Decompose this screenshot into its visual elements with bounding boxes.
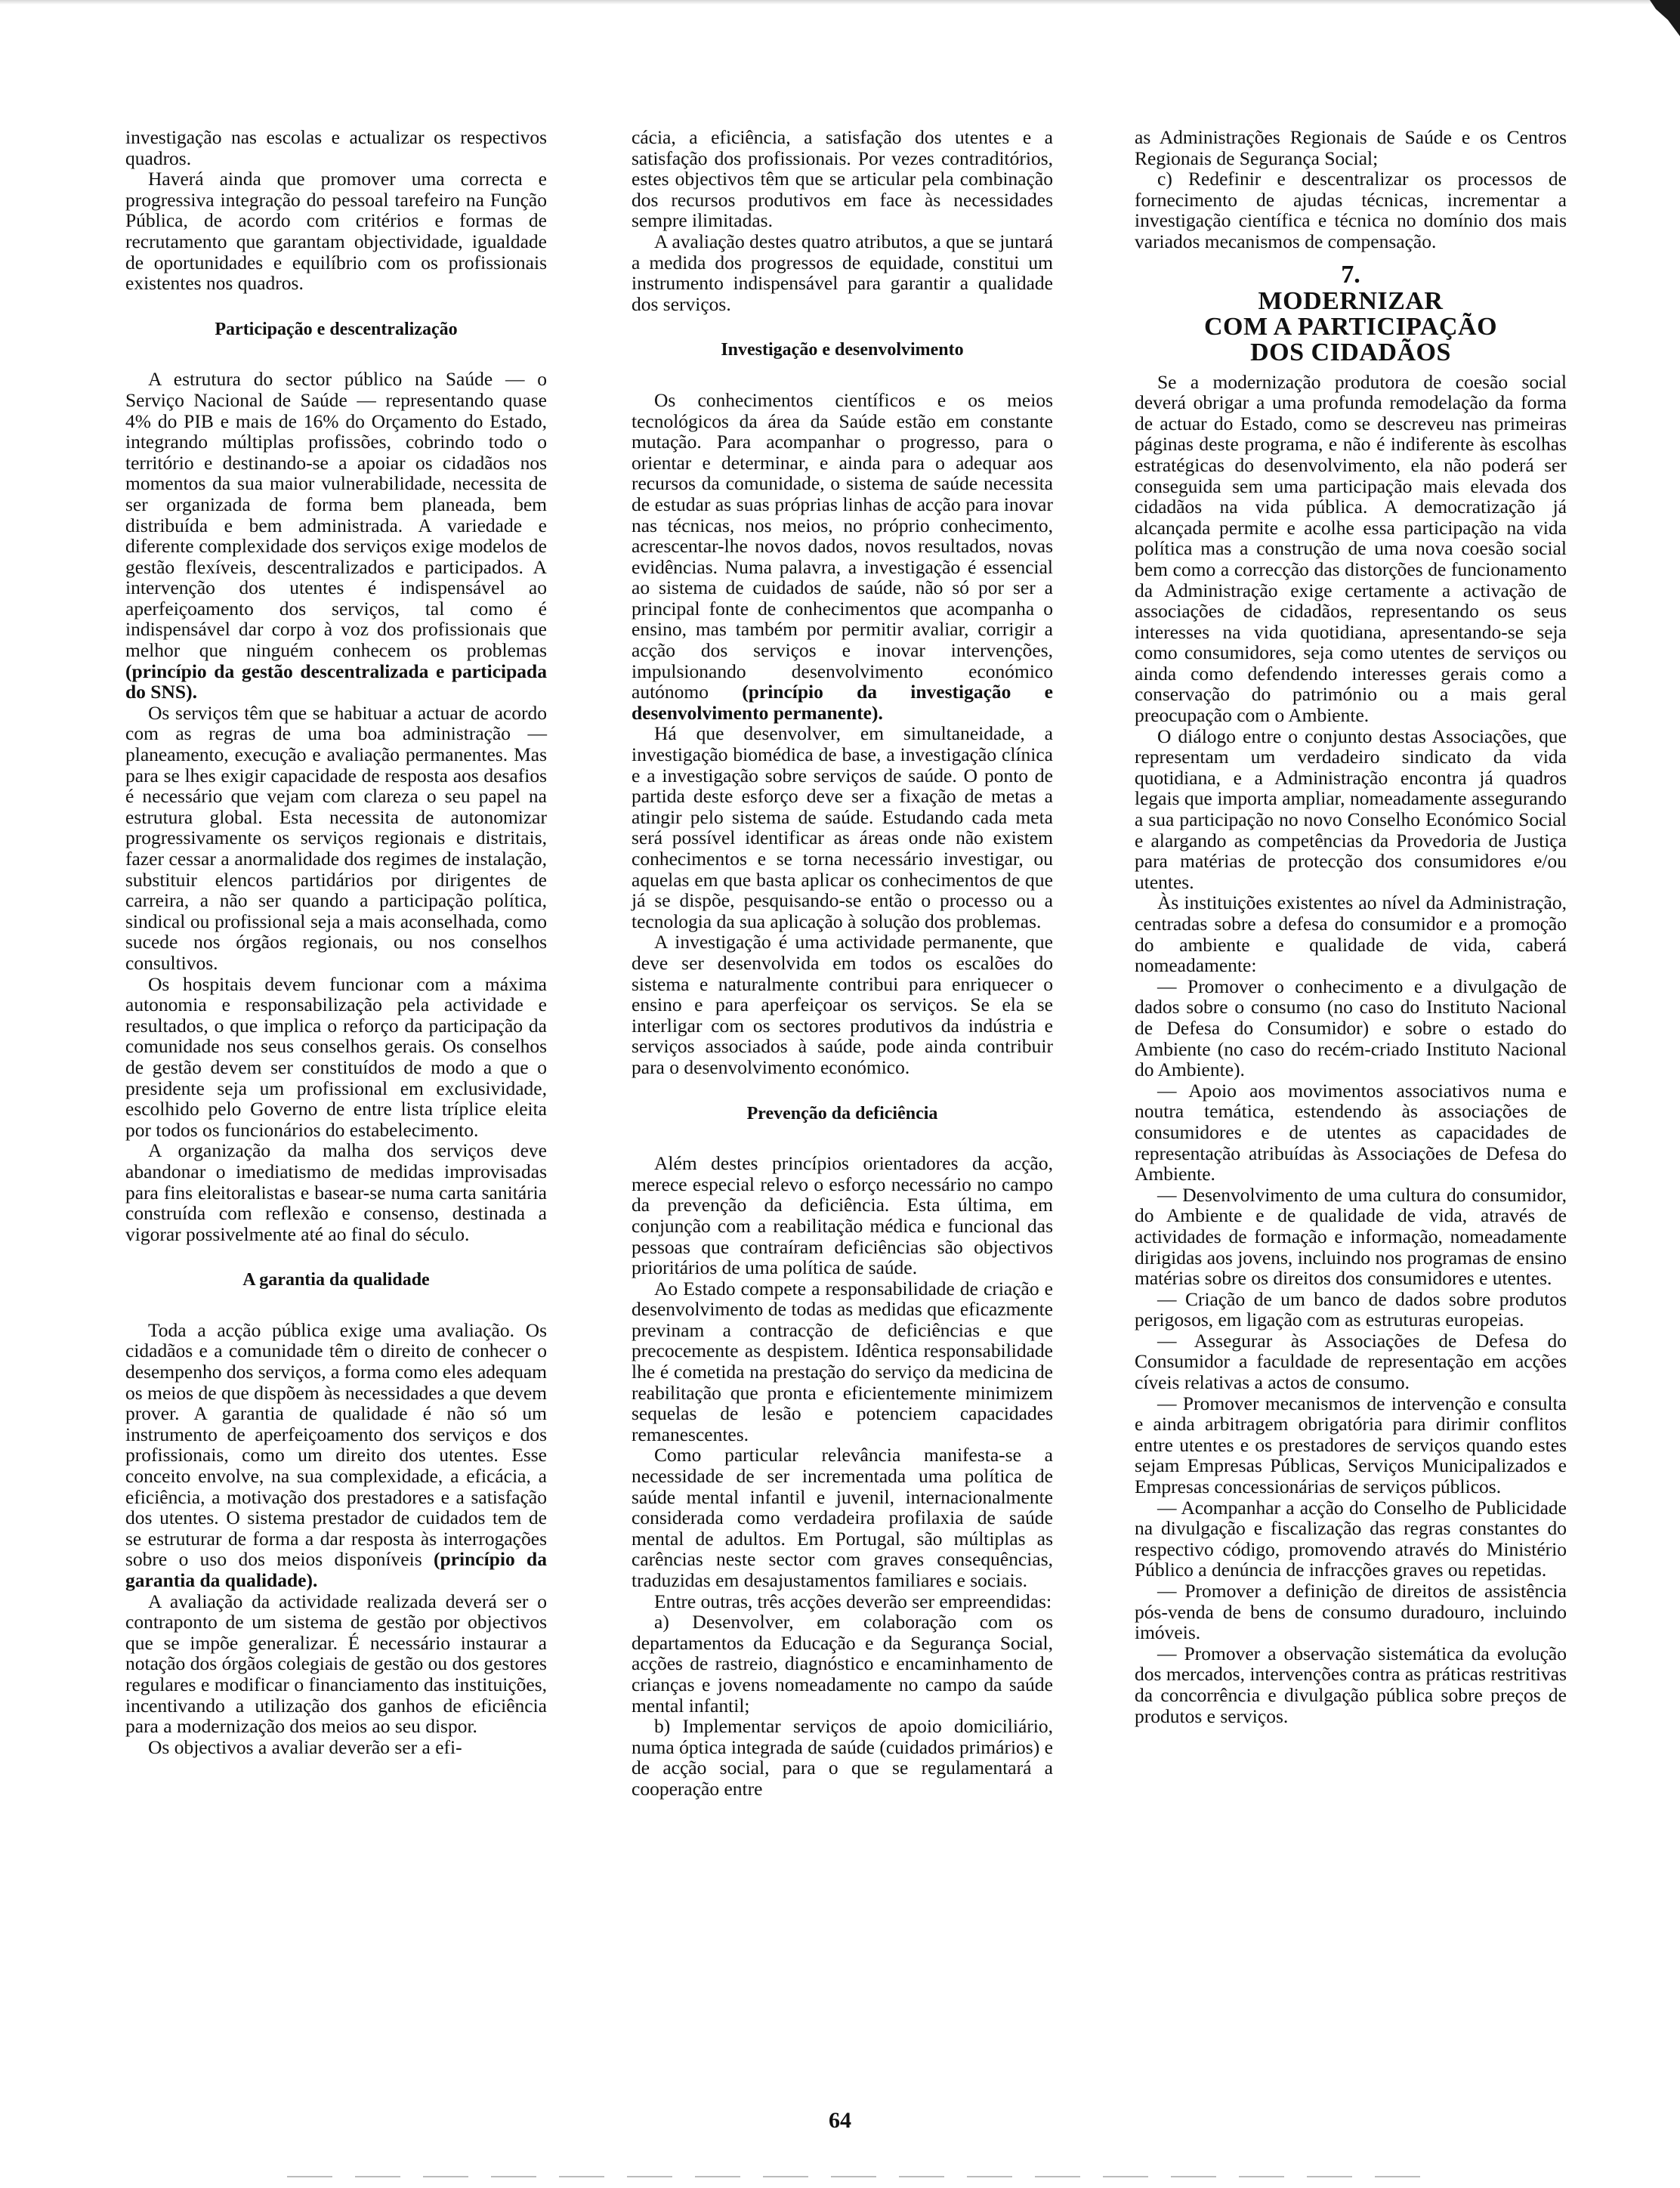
paragraph: investigação nas escolas e actualizar os respectivos quadros. bbox=[125, 126, 547, 169]
chapter-title bbox=[1135, 286, 1567, 366]
principle-bold: (princípio da investigação e desenvolvimento permanente). bbox=[632, 681, 1053, 724]
paragraph bbox=[125, 369, 547, 703]
paragraph: A avaliação da actividade realizada deverá ser o contraponto de um sistema de gestão por objectivos que se impõe generalizar. É necessário instaurar a notação dos órgãos colegiais de gestão ou dos gestores regulares e modificar o financiamento das instituições, incentivando a utilização dos ganhos de eficiência para a modernização dos meios ao seu dispor. bbox=[125, 1590, 547, 1738]
paragraph: Haverá ainda que promover uma correcta e progressiva integração do pessoal tarefeiro na Função Pública, de acordo com critérios e formas de recrutamento que garantam objectividade, igualdade de oportunidades e equilíbrio com os profissionais existentes nos quadros. bbox=[125, 168, 547, 295]
column-2 bbox=[632, 127, 1053, 1800]
section-heading: A garantia da qualidade bbox=[242, 1270, 430, 1290]
list-item: c) Redefinir e descentralizar os processos de fornecimento de ajudas técnicas, incrementar a investigação científica e técnica no domínio dos mais variados mecanismos de compensação. bbox=[1135, 168, 1567, 252]
list-item: — Promover a definição de direitos de assistência pós-venda de bens de consumo duradouro, incluindo imóveis. bbox=[1135, 1580, 1567, 1644]
list-item: — Desenvolvimento de uma cultura do consumidor, do Ambiente e de qualidade de vida, através de actividades de formação e informação, nomeadamente dirigidas aos jovens, incluindo nos programas de ensino matérias sobre os direitos dos consumidores e utentes. bbox=[1135, 1183, 1567, 1290]
list-item: a) Desenvolver, em colaboração com os departamentos da Educação e da Segurança Social, acções de rastreio, diagnóstico e encaminhamento de crianças e jovens nomeadamente no campo da saúde mental infantil; bbox=[632, 1611, 1053, 1717]
paragraph: Se a modernização produtora de coesão social deverá obrigar a uma profunda remodelação da forma de actuar do Estado, como se descreveu nas primeiras páginas deste programa, e não é indiferente às escolhas estratégicas do desenvolvimento, ela não poderá ser conseguida sem uma participação mais elevada dos cidadãos na vida pública. A democratização já alcançada permite e acolhe essa participação na vida política mas a construção de uma nova coesão social bem como a correcção das distorções de funcionamento da Administração exige certamente a activação de associações de cidadãos, representando os seus interesses na vida quotidiana, apresentando-se seja como consumidores, seja como utentes de serviços ou ainda como defendendo interesses gerais como a conservação do património ou a mais geral preocupação com o Ambiente. bbox=[1135, 370, 1567, 727]
paragraph: A organização da malha dos serviços deve abandonar o imediatismo de medidas improvisadas para fins eleitoralistas e basear-se numa carta sanitária construída com reflexão e consenso, destinada a vigorar possivelmente até ao final do século. bbox=[125, 1139, 547, 1245]
list-item: — Promover a observação sistemática da evolução dos mercados, intervenções contra as práticas restritivas da concorrência e divulgação pública sobre preços de produtos e serviços. bbox=[1135, 1642, 1567, 1727]
list-item: — Criação de um banco de dados sobre produtos perigosos, em ligação com as estruturas europeias. bbox=[1135, 1287, 1567, 1331]
paragraph: A avaliação destes quatro atributos, a que se juntará a medida dos progressos de equidade, constitui um instrumento indispensável para garantir a qualidade dos serviços. bbox=[632, 230, 1053, 315]
paragraph: O diálogo entre o conjunto destas Associações, que representam um verdadeiro sindicato da vida quotidiana, e a Administração encontra já quadros legais que importa ampliar, nomeadamente assegurando a sua participação no novo Conselho Económico Social e alargando as competências da Provedoria de Justiça para matérias de protecção dos consumidores e/ou utentes. bbox=[1135, 725, 1567, 893]
column-3 bbox=[1135, 127, 1567, 1726]
paragraph-text: A estrutura do sector público na Saúde — o Serviço Nacional de Saúde — representando quase 4% do PIB e mais de 16% do Orçamento do Estado, integrando múltiplas profissões, cobrindo todo o território e destinando-se a apoiar os cidadãos nos momentos da sua maior vulnerabilidade, necessita de ser organizada de forma bem planeada, bem distribuída e bem administrada. A variedade e diferente complexidade dos serviços exige modelos de gestão flexíveis, descentralizados e participados. A intervenção dos utentes é indispensável ao aperfeiçoamento dos serviços, tal como é indispensável dar corpo à voz dos profissionais que melhor que ninguém conhecem os problemas bbox=[125, 368, 547, 662]
chapter-title-line: COM A PARTICIPAÇÃO bbox=[1203, 312, 1498, 341]
section-heading: Participação e descentralização bbox=[215, 319, 458, 339]
paragraph-text: Os conhecimentos científicos e os meios tecnológicos da área da Saúde estão em constante mutação. Para acompanhar o progresso, para o orientar e determinar, e ainda para o adequar aos recursos da comunidade, o sistema de saúde necessita de estudar as suas próprias linhas de acção para inovar nas técnicas, nos meios, no próprio conhecimento, acrescentar-lhe novos dados, novos resultados, novas evidências. Numa palavra, a investigação é essencial ao sistema de cuidados de saúde, não só por ser a principal fonte de conhecimentos que acompanha o ensino, mas também por permitir avaliar, corrigir a acção dos serviços e inovar intervenções, impulsionando desenvolvimento económico autónomo bbox=[632, 388, 1053, 703]
paragraph: Como particular relevância manifesta-se a necessidade de ser incrementada uma política de saúde mental infantil e juvenil, internacionalmente considerada como verdadeira profilaxia de saúde mental de adultos. Em Portugal, são múltiplas as carências neste sector com graves consequências, traduzidas em desajustamentos familiares e sociais. bbox=[632, 1444, 1053, 1591]
chapter-number: 7. bbox=[1341, 260, 1360, 289]
section-heading: Prevenção da deficiência bbox=[746, 1103, 938, 1123]
paragraph bbox=[125, 1320, 547, 1591]
list-item: — Promover mecanismos de intervenção e consulta e ainda arbitragem obrigatória para dirimir conflitos entre utentes e os prestadores de serviços quando estes sejam Empresas Públicas, Serviços Municipalizados e Empresas concessionárias de serviços públicos. bbox=[1135, 1392, 1567, 1498]
paragraph: Além destes princípios orientadores da acção, merece especial relevo o esforço necessário no campo da prevenção da deficiência. Esta última, em conjunção com a reabilitação médica e funcional das pessoas que contraíram deficiências são objectivos prioritários de uma política de saúde. bbox=[632, 1152, 1053, 1279]
principle-bold: (princípio da gestão descentralizada e participada do SNS). bbox=[125, 660, 547, 703]
paragraph: Às instituições existentes ao nível da Administração, centradas sobre a defesa do consumidor e a promoção do ambiente e qualidade de vida, caberá nomeadamente: bbox=[1135, 892, 1567, 977]
page-number: 64 bbox=[829, 2108, 851, 2133]
scan-bottom-edge bbox=[287, 2176, 1420, 2177]
paragraph: cácia, a eficiência, a satisfação dos utentes e a satisfação dos profissionais. Por vezes contraditórios, estes objectivos têm que se articular pela combinação dos recursos produtivos em face às necessidades sempre ilimitadas. bbox=[632, 126, 1053, 232]
paragraph: Há que desenvolver, em simultaneidade, a investigação biomédica de base, a investigação clínica e a investigação sobre serviços de saúde. O ponto de partida deste esforço deve ser a fixação de metas a atingir pelo sistema de saúde. Estudando cada meta será possível identificar as áreas onde não existem conhecimentos e se torna necessário investigar, ou aquelas em que basta aplicar os conhecimentos de que já se dispõe, pesquisando-se então o processo ou a tecnologia da sua aplicação à solução dos problemas. bbox=[632, 722, 1053, 932]
paragraph: Os hospitais devem funcionar com a máxima autonomia e responsabilização pela actividade e resultados, o que implica o reforço da participação da comunidade nos seus conselhos gerais. Os conselhos de gestão devem ser constituídos de modo a que o presidente seja um profissional em exclusividade, escolhido pelo Governo de entre lista tríplice eleita por todos os funcionários do estabelecimento. bbox=[125, 972, 547, 1141]
scan-corner-mark bbox=[1650, 0, 1680, 36]
paragraph: as Administrações Regionais de Saúde e os Centros Regionais de Segurança Social; bbox=[1135, 126, 1567, 169]
paragraph: A investigação é uma actividade permanente, que deve ser desenvolvida em todos os escalões do sistema e naturalmente contribui para enriquecer o ensino e para aperfeiçoar os serviços. Se ela se interligar com os sectores produtivos da indústria e serviços associados à saúde, pode ainda contribuir para o desenvolvimento económico. bbox=[632, 931, 1053, 1078]
paragraph: Ao Estado compete a responsabilidade de criação e desenvolvimento de todas as medidas que eficazmente previnam a contracção de deficiências e que precocemente as despistem. Idêntica responsabilidade lhe é cometida na prestação do serviço da medicina de reabilitação que pronta e eficientemente minimizem sequelas de lesão e potenciem capacidades remanescentes. bbox=[632, 1277, 1053, 1445]
chapter-title-line: MODERNIZAR bbox=[1258, 286, 1444, 315]
list-item: — Acompanhar a acção do Conselho de Publicidade na divulgação e fiscalização das regras constantes do respectivo código, promovendo através do Ministério Público a denúncia de infracções graves ou repetidas. bbox=[1135, 1496, 1567, 1581]
principle-bold: (princípio da garantia da qualidade). bbox=[125, 1548, 547, 1591]
paragraph bbox=[632, 390, 1053, 724]
column-1 bbox=[125, 127, 547, 1757]
paragraph-text: Toda a acção pública exige uma avaliação. Os cidadãos e a comunidade têm o direito de conhecer o desempenho dos serviços, a forma como eles adequam os meios de que dispõem às necessidades a que devem prover. A garantia de qualidade é não só um instrumento de aperfeiçoamento dos serviços e dos profissionais, como um direito dos utentes. Esse conceito envolve, na sua complexidade, a eficácia, a eficiência, a motivação dos prestadores e a satisfação dos utentes. O sistema prestador de cuidados tem de se estruturar de forma a dar resposta às interrogações sobre o uso dos meios disponíveis bbox=[125, 1318, 547, 1571]
paragraph: Entre outras, três acções deverão ser empreendidas: bbox=[654, 1590, 1052, 1612]
list-item: — Assegurar às Associações de Defesa do Consumidor a faculdade de representação em acções cíveis relativas a actos de consumo. bbox=[1135, 1329, 1567, 1394]
scan-top-edge bbox=[0, 0, 1680, 5]
list-item: b) Implementar serviços de apoio domiciliário, numa óptica integrada de saúde (cuidados primários) e de acção social, para o que se regulamentará a cooperação entre bbox=[632, 1715, 1053, 1800]
section-heading: Investigação e desenvolvimento bbox=[721, 340, 964, 360]
chapter-title-line: DOS CIDADÃOS bbox=[1250, 338, 1451, 366]
list-item: — Promover o conhecimento e a divulgação de dados sobre o consumo (no caso do Instituto Nacional de Defesa do Consumidor) e sobre o estado do Ambiente (no caso do recém-criado Instituto Nacional do Ambiente). bbox=[1135, 975, 1567, 1081]
list-item: — Apoio aos movimentos associativos numa e noutra temática, estendendo às associações de consumidores e de utentes as capacidades de representação atribuídas às Associações de Defesa do Ambiente. bbox=[1135, 1079, 1567, 1185]
paragraph: Os serviços têm que se habituar a actuar de acordo com as regras de uma boa administração — planeamento, execução e avaliação permanentes. Mas para se lhes exigir capacidade de resposta aos desafios é necessário que vejam com clareza o seu papel na estrutura global. Esta necessita de autonomizar progressivamente os serviços regionais e distritais, fazer cessar a anormalidade dos regimes de instalação, substituir elencos partidários por dirigentes de carreira, a não ser quando a participação política, sindical ou profissional seja a mais aconselhada, como sucede nos órgãos regionais, ou nos conselhos consultivos. bbox=[125, 701, 547, 974]
paragraph: Os objectivos a avaliar deverão ser a efi- bbox=[148, 1735, 462, 1758]
